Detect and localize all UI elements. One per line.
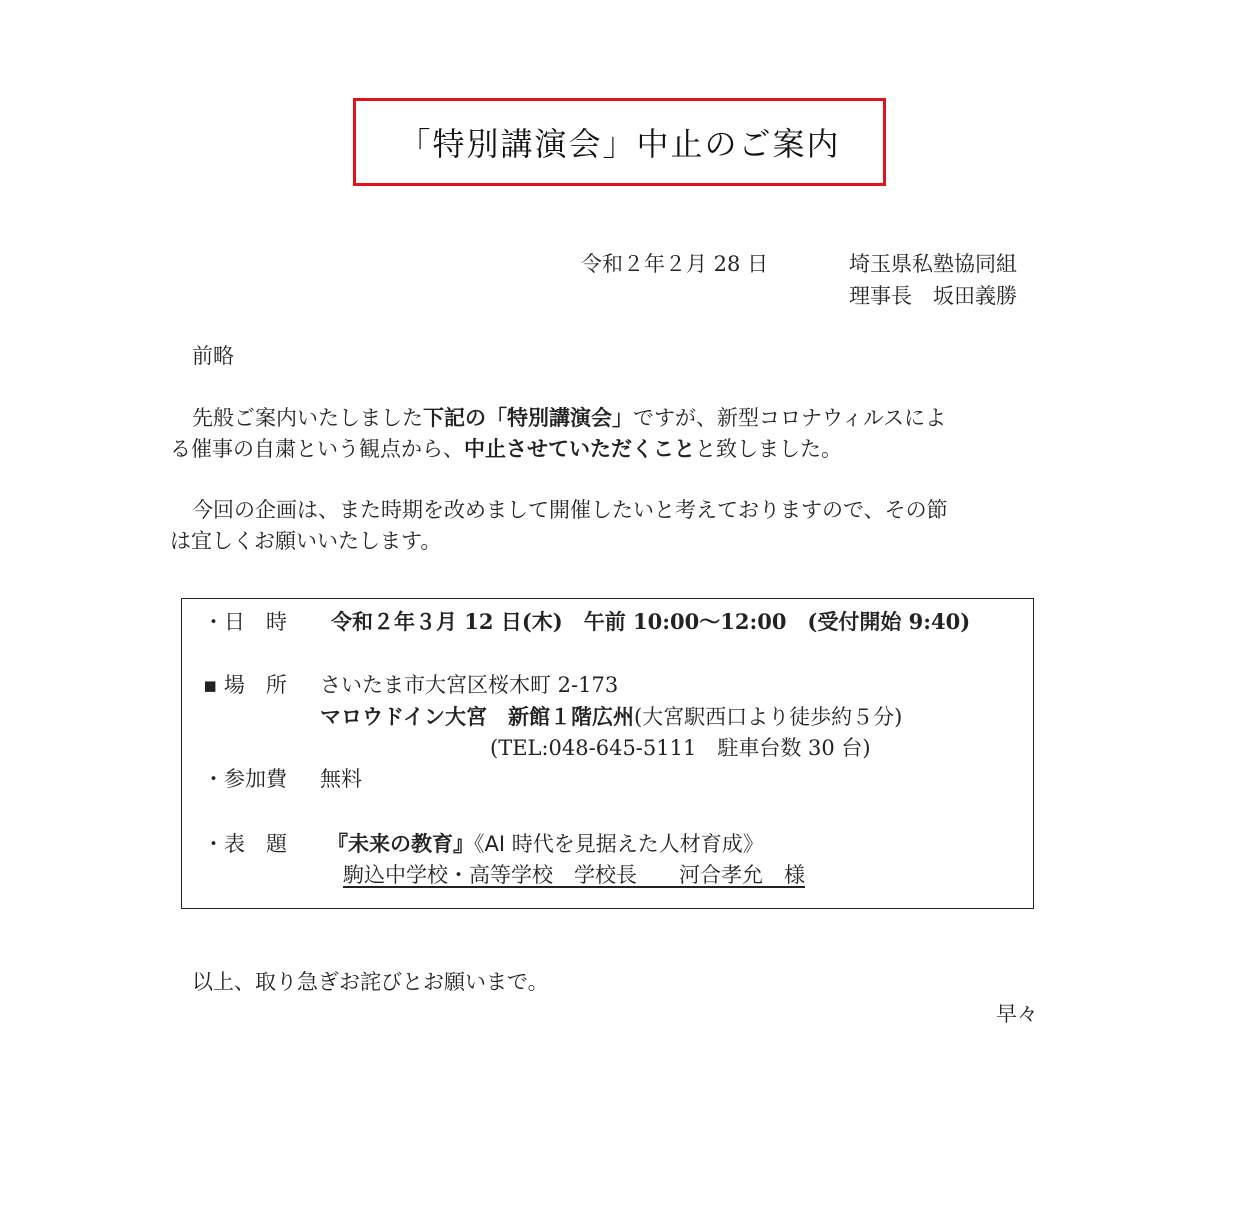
place-address: さいたま市大宮区桜木町 2-173 [320,673,619,697]
place-label: ▪ 場 所 [203,673,287,697]
fee-value: 無料 [320,767,362,791]
paragraph-2-line-1: 今回の企画は、また時期を改めまして開催したいと考えておりますので、その節 [192,498,948,522]
title-frame [353,98,886,186]
sender-signer: 理事長 坂田義勝 [849,284,1017,308]
paragraph-1-emphasis: 中止させていただくこと [464,436,695,461]
place-telephone: (TEL:048-645-5111 駐車台数 30 台) [490,736,871,760]
paragraph-1-emphasis: 下記の「特別講演会」 [423,405,633,430]
paragraph-1-line-1 [192,402,946,434]
paragraph-1-text: と致しました。 [695,437,842,461]
venue-access-note: (大宮駅西口より徒歩約５分) [633,705,903,729]
venue-name: マロウドイン大宮 新館１階広州 [320,704,634,729]
fee-label: ・参加費 [203,767,287,791]
document-date: 令和２年２月 28 日 [581,252,769,276]
topic-title: 『未来の教育』 [327,832,474,856]
salutation: 前略 [192,344,234,368]
sender-organization: 埼玉県私塾協同組 [849,252,1017,276]
topic-value [327,828,764,860]
paragraph-1-line-2 [170,433,842,465]
topic-subtitle: 《AI 時代を見据えた人材育成》 [474,832,764,856]
closing-phrase: 早々 [996,1002,1038,1026]
paragraph-2-line-2: は宜しくお願いいたします。 [170,529,442,553]
document-title: 「特別講演会」中止のご案内 [398,125,841,163]
paragraph-1-text: る催事の自粛という観点から、 [170,437,464,461]
datetime-value: 令和２年３月 12 日(木) 午前 10:00～12:00 (受付開始 9:40) [331,609,971,634]
speaker: 駒込中学校・高等学校 学校長 河合孝允 様 [343,863,805,887]
paragraph-1-text: ですが、新型コロナウィルスによ [633,406,947,430]
place-venue [320,701,902,733]
topic-label: ・表 題 [203,832,287,856]
closing-remark: 以上、取り急ぎお詫びとお願いまで。 [192,970,549,994]
datetime-label: ・日 時 [203,610,287,634]
paragraph-1-text: 先般ご案内いたしました [192,406,423,430]
